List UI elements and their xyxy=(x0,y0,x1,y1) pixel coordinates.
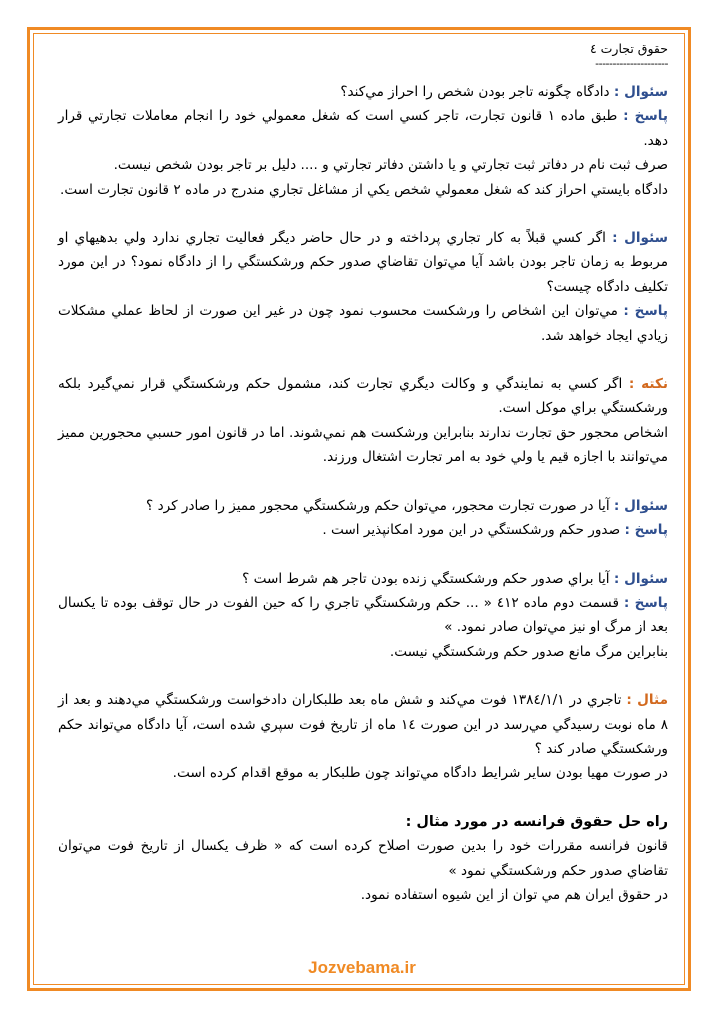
answer-1-text: طبق ماده ١ قانون تجارت، تاجر كسي است كه شغل معمولي خود را انجام معاملات تجارتي قرار دهد. xyxy=(58,108,668,149)
question-1 xyxy=(58,80,668,104)
paragraph-1b: دادگاه بايستي احراز كند كه شغل معمولي شخص يكي از مشاغل تجاري مندرج در ماده ٢ قانون تجارت است. xyxy=(60,181,668,198)
note-1-text: اگر كسي به نمايندگي و وكالت ديگري تجارت كند، مشمول حكم ورشكستگي قرار نمي‌گيرد بلكه ورشكستگي براي موكل است. xyxy=(58,376,668,417)
question-3-text: آيا در صورت تجارت محجور، مي‌توان حكم ورشكستگي محجور مميز را صادر كرد ؟ xyxy=(146,497,610,514)
question-label: سئوال : xyxy=(613,497,668,514)
spacer xyxy=(58,348,668,372)
document-body xyxy=(58,38,668,907)
page-header-rule: --------------------- xyxy=(595,57,668,70)
question-1-text: دادگاه چگونه تاجر بودن شخص را احراز مي‌كند؟ xyxy=(340,84,610,100)
question-label: سئوال : xyxy=(613,84,668,100)
answer-label: پاسخ : xyxy=(623,594,668,611)
example-label: مثال : xyxy=(626,692,668,709)
spacer xyxy=(58,786,668,810)
paragraph-1a: صرف ثبت نام در دفاتر ثبت تجارتي و يا داشتن دفاتر تجارتي و .... دليل بر تاجر بودن شخص نيست. xyxy=(113,157,668,174)
answer-2-text: مي‌توان اين اشخاص را ورشكست محسوب نمود چون در غير اين صورت از لحاظ عملي مشكلات زيادي ايجاد خواهد شد. xyxy=(58,303,668,344)
spacer xyxy=(58,664,668,688)
question-4 xyxy=(58,567,668,591)
paragraph-3a: اشخاص محجور حق تجارت ندارند بنابراين ورشكست هم نمي‌شوند. اما در قانون امور حسبي محجورين مميز مي‌توانند با اجازه قيم يا ولي خود به امر تجارت اشتغال ورزند. xyxy=(58,424,668,466)
answer-2 xyxy=(58,299,668,348)
question-label: سئوال : xyxy=(613,570,668,587)
answer-4 xyxy=(58,591,668,640)
answer-3 xyxy=(58,518,668,542)
spacer xyxy=(58,202,668,226)
question-3 xyxy=(58,494,668,518)
answer-1 xyxy=(58,104,668,153)
paragraph-6a: در صورت مهيا بودن ساير شرايط دادگاه مي‌تواند چون طلبكار به موقع اقدام كرده است. xyxy=(172,765,668,782)
spacer xyxy=(58,470,668,494)
example-1-text: تاجري در ١٣٨٤/١/١ فوت مي‌كند و شش ماه بعد طلبكاران دادخواست ورشكستگي مي‌دهند و بعد از ٨ ماه نوبت رسيدگي مي‌رسد در اين صورت ١٤ ماه از تاريخ فوت سپري شده است، آيا دادگاه مي‌تواند حكم ورشكستگي صادر كند ؟ xyxy=(58,692,669,757)
note-1 xyxy=(58,372,668,421)
answer-label: پاسخ : xyxy=(624,522,668,539)
answer-3-text: صدور حكم ورشكستگي در اين مورد امكانپذير است . xyxy=(322,522,621,539)
spacer xyxy=(58,543,668,567)
paragraph-5a: بنابراين مرگ مانع صدور حكم ورشكستگي نيست. xyxy=(389,643,668,660)
solution-line-2: در حقوق ايران هم مي توان از اين شيوه استفاده نمود. xyxy=(360,886,668,903)
note-label: نكته : xyxy=(628,376,668,393)
solution-title: راه حل حقوق فرانسه در مورد مثال : xyxy=(405,813,668,830)
answer-label: پاسخ : xyxy=(623,108,668,125)
question-4-text: آيا براي صدور حكم ورشكستگي زنده بودن تاجر هم شرط است ؟ xyxy=(242,570,610,587)
answer-label: پاسخ : xyxy=(623,303,668,320)
question-label: سئوال : xyxy=(612,230,668,247)
page-header-title: حقوق تجارت ٤ xyxy=(589,41,668,56)
example-1 xyxy=(58,688,668,761)
solution-line-1: قانون فرانسه مقررات خود را بدين صورت اصلاح كرده است كه « ظرف يكسال از تاريخ فوت مي‌توان تقاضاي صدور حكم ورشكستگي نمود » xyxy=(58,838,668,879)
question-2 xyxy=(58,226,668,299)
answer-4-text: قسمت دوم ماده ٤١٢ « ... حكم ورشكستگي تاجري را كه حين الفوت در حال توقف بوده تا يكسال بعد از مرگ او نيز مي‌توان صادر نمود. » xyxy=(58,594,668,636)
footer-site-link[interactable]: Jozvebama.ir xyxy=(308,958,416,977)
question-2-text: اگر كسي قبلاً به كار تجاري پرداخته و در حال حاضر ديگر فعاليت تجاري ندارد ولي بدهيهاي او مربوط به زمان تاجر بودن باشد آيا مي‌توان تقاضاي صدور حكم ورشكستگي را از دادگاه نمود؟ در اين مورد تكليف دادگاه چيست؟ xyxy=(58,230,668,295)
